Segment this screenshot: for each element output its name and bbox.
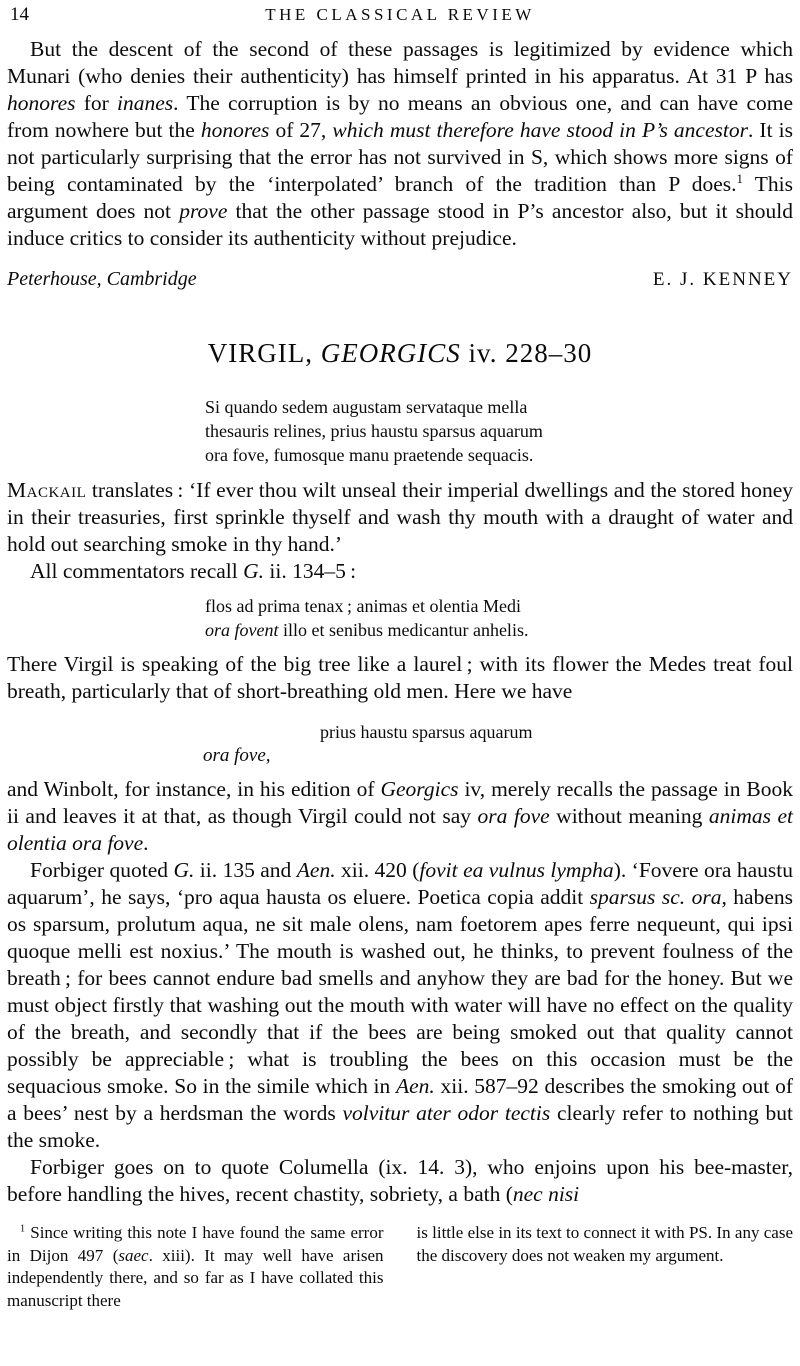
verse-line: prius haustu sparsus aquarum bbox=[320, 722, 533, 742]
closing-paragraph: But the descent of the second of these passages is legitimized by evidence which Munari (who denies their authenticity) has himself printed in his apparatus. At 31 P has honores for inanes. The corruption is by no means an obvious one, and can have come from nowhere but the honores of 27, which must therefore have stood in P’s ancestor. It is not particularly surprising that the error has not survived in S, which shows more signs of being contaminated by the ‘interpolated’ branch of the tradition than P does.$^1$ This argument does not prove that the other passage stood in P’s ancestor also, but it should induce critics to consider its authenticity without prejudice. bbox=[7, 37, 794, 250]
journal-title: THE CLASSICAL REVIEW bbox=[265, 5, 535, 24]
paragraph-mackail: Mackail translates : ‘If ever thou wilt unseal their imperial dwellings and the stored honey in their treasuries, first sprinkle thyself and wash thy mouth with a draught of water and hold out searching smoke in thy hand.’ bbox=[7, 478, 793, 556]
running-head bbox=[7, 3, 793, 27]
verse-line: Si quando sedem augustam servataque mella bbox=[205, 397, 528, 417]
quote-georgics-ii bbox=[205, 594, 793, 642]
verse-line: ora fovent illo et senibus medicantur anhelis. bbox=[205, 620, 529, 640]
verse-line: thesauris relines, prius haustu sparsus aquarum bbox=[205, 421, 543, 441]
paragraph-winbolt: and Winbolt, for instance, in his edition of Georgics iv, merely recalls the passage in Book ii and leaves it at that, as though Virgil could not say ora fove without meaning animas et olentia ora fove. bbox=[7, 777, 793, 855]
footnotes bbox=[7, 1222, 793, 1312]
page-number: 14 bbox=[10, 4, 29, 25]
verse-line: ora fove, fumosque manu praetende sequacis. bbox=[205, 445, 534, 465]
paragraph-forbiger-quoted: Forbiger quoted G. ii. 135 and Aen. xii. 420 (fovit ea vulnus lympha). ‘Fovere ora haustu aquarum’, he says, ‘pro aqua hausta os eluere. Poetica copia addit sparsus sc. ora, habens os sparsum, prolutum aqua, ne sit male olens, nam foetorem apes ferre nequeunt, qui ipsi quoque melli est noxius.’ The mouth is washed out, he thinks, to prevent foulness of the breath ; for bees cannot endure bad smells and anyhow they are bad for the honey. But we must object firstly that washing out the mouth with water will have no effect on the quality of the breath, and secondly that if the bees are being smoked out that quality cannot possibly be appreciable ; what is troubling the bees on this occasion must be the sequacious smoke. So in the simile which in Aen. xii. 587–92 describes the smoking out of a bees’ nest by a herdsman the words volvitur ater odor tectis clearly refer to nothing but the smoke. bbox=[7, 858, 794, 1152]
footnote-right-column: is little else in its text to connect it with PS. In any case the discovery does not weaken my argument. bbox=[416, 1223, 793, 1265]
verse-line: flos ad prima tenax ; animas et olentia Medi bbox=[205, 596, 522, 616]
verse-line: ora fove, bbox=[203, 745, 271, 766]
author-affiliation: Peterhouse, Cambridge bbox=[7, 268, 197, 290]
footnote-left-column: $^1$ Since writing this note I have found the same error in Dijon 497 (saec. xiii). It may well have arisen independently there, and so far as I have collated this manuscript there bbox=[7, 1223, 384, 1310]
epigraph-verse bbox=[205, 395, 793, 467]
quote-prius-haustu bbox=[7, 720, 793, 768]
article-title: VIRGIL, GEORGICS iv. 228–30 bbox=[207, 338, 593, 368]
paragraph-there-virgil: There Virgil is speaking of the big tree like a laurel ; with its flower the Medes treat foul breath, particularly that of short-breathing old men. Here we have bbox=[7, 652, 793, 703]
author-name: E. J. KENNEY bbox=[652, 269, 793, 290]
signature-row bbox=[7, 268, 793, 291]
paragraph-forbiger-goes-on: Forbiger goes on to quote Columella (ix. 14. 3), who enjoins upon his bee-master, before handling the hives, recent chastity, sobriety, a bath (nec nisi bbox=[7, 1155, 793, 1206]
paragraph-commentators: All commentators recall G. ii. 134–5 : bbox=[30, 559, 357, 583]
